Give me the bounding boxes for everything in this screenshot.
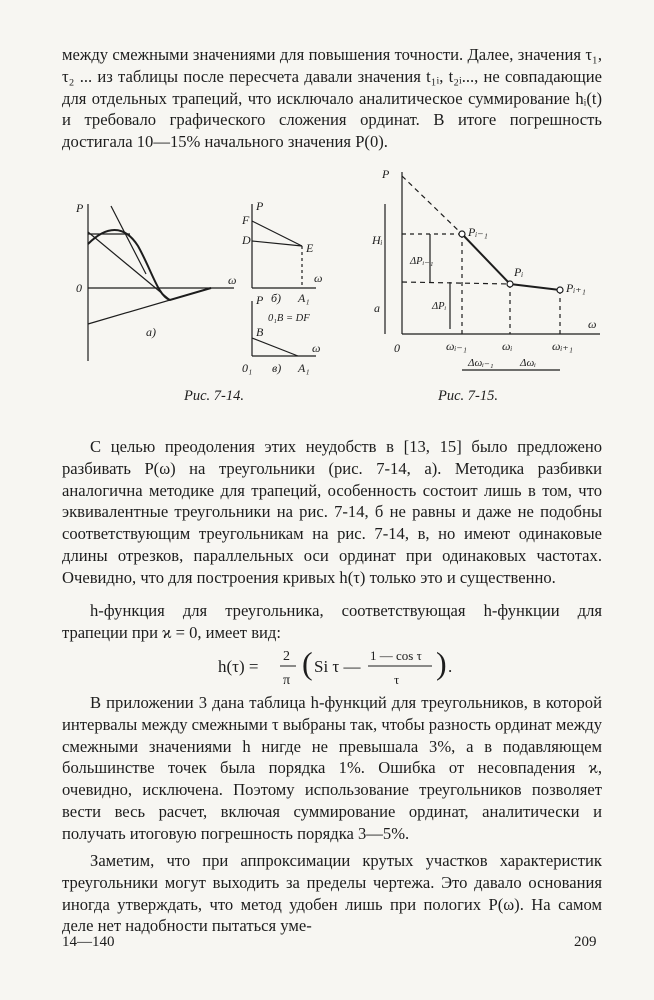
line-b-a1 <box>252 338 298 356</box>
label-p-im1: Pᵢ₋₁ <box>468 225 488 239</box>
label-omega: ω <box>588 317 597 331</box>
label-omega-b: ω <box>314 271 323 285</box>
label-p-i: Pᵢ <box>514 265 524 279</box>
segment-pi-1-pi <box>462 234 510 284</box>
page-number: 209 <box>574 934 597 950</box>
label-omega-c: ω <box>312 341 321 355</box>
label-p: P <box>382 167 390 181</box>
dash-horizontal <box>402 282 510 284</box>
label-omega-a: ω <box>228 273 237 287</box>
label-p-ip1: Pᵢ₊₁ <box>566 281 586 295</box>
label-dp-i: ΔPᵢ <box>432 301 447 312</box>
label-a: a <box>374 301 380 315</box>
svg-text:(: ( <box>302 645 313 681</box>
caption-7-14: Рис. 7-14. <box>184 388 244 404</box>
label-eq: 0₁B = DF <box>268 313 310 324</box>
label-o1: 0₁ <box>242 361 253 375</box>
label-p-b: P <box>256 199 264 213</box>
label-f: F <box>242 213 250 227</box>
label-w-ip1: ωᵢ₊₁ <box>552 339 573 353</box>
formula-h-tau <box>218 644 458 688</box>
formula-lhs: h(τ) = <box>218 657 259 676</box>
point-pi+1 <box>557 287 563 293</box>
label-b: б) <box>271 291 282 305</box>
triangle-base <box>88 288 211 324</box>
label-zero-a: 0 <box>76 281 82 295</box>
label-w-i: ωᵢ <box>502 339 513 353</box>
label-dw-i: Δωᵢ <box>520 357 536 369</box>
caption-7-15: Рис. 7-15. <box>438 388 498 404</box>
label-d: D <box>242 233 251 247</box>
triangle-side-2 <box>111 206 146 274</box>
svg-text:): ) <box>436 645 447 681</box>
formula-frac-den: π <box>283 673 291 688</box>
point-pi <box>507 281 513 287</box>
paragraph-1-text: между смежными значениями для повышения точности. Далее, значения τ₁, τ₂ ... из таблицы после пересчета давали значения t₁ᵢ, t₂ᵢ..., не совпадающие для отдельных трапеций, что исключало аналитическое суммирование hᵢ(t) и требовало графического сложения ординат. В итоге погрешность достигала 10—15% начального значения P(0). <box>62 45 602 152</box>
formula-inner-num: 1 — cos τ <box>370 648 422 663</box>
label-c: в) <box>272 361 282 375</box>
paragraph-5-text: Заметим, что при аппроксимации крутых участков характеристик треугольники могут выходить за пределы чертежа. Это давало основания иногда утверждать, что метод удобен лишь при пологих P(ω). На самом деле нет надобности пытаться уме- <box>62 851 602 936</box>
label-dw-im1: Δωᵢ₋₁ <box>468 357 494 369</box>
paragraph-2-text: С целью преодоления этих неудобств в [13, 15] было предложено разбивать P(ω) на треугольники (рис. 7-14, а). Методика разбивки аналогична методике для трапеций, особенность состоит лишь в том, что эквивалентные треугольники на рис. 7-14, б не равны и даже не подобны соответствующим треугольникам на рис. 7-14, в, но имеют одинаковые длины отрезков, параллельных оси ординат при одинаковых частотах. Очевидно, что для построения кривых h(τ) только это и существенно. <box>62 437 602 587</box>
label-a: a) <box>146 325 156 339</box>
footer-signature: 14—140 <box>62 934 115 950</box>
paragraph-3-text: h-функция для треугольника, соответствующая h-функции для трапеции при ϰ = 0, имеет вид: <box>62 601 602 642</box>
dash-top <box>402 176 462 234</box>
label-p-a: P <box>76 201 84 215</box>
label-bb: B <box>256 325 264 339</box>
curve-p-omega <box>88 230 211 300</box>
label-dp-im1: ΔPᵢ₋₁ <box>410 256 434 267</box>
paragraph-5 <box>62 850 602 937</box>
figure-7-15 <box>370 164 610 386</box>
label-a1-b: A₁ <box>298 291 310 305</box>
paragraph-1 <box>62 44 602 153</box>
paragraph-3 <box>62 600 602 644</box>
formula-end: . <box>448 657 453 676</box>
label-a1-c: A₁ <box>298 361 310 375</box>
paragraph-4-text: В приложении 3 дана таблица h-функций для треугольников, в которой интервалы между смежными τ выбраны так, чтобы разность ординат между смежными значениями h нигде не превышала 3%, а в подавляющем большинстве точек была порядка 1%. Ошибка от несовпадения ϰ, очевидно, исключена. Поэтому использование треугольников позволяет вести весь расчет, включая суммирование ординат, аналитически и получать итоговую погрешность порядка 3—5%. <box>62 693 602 843</box>
label-zero: 0 <box>394 341 400 355</box>
label-e: E <box>306 241 314 255</box>
formula-si: Si τ — <box>314 657 361 676</box>
label-p-c: P <box>256 293 264 307</box>
formula-inner-den: τ <box>394 672 400 687</box>
label-w-im1: ωᵢ₋₁ <box>446 339 467 353</box>
formula-frac-num: 2 <box>283 649 290 664</box>
label-hi: Hᵢ <box>372 233 383 247</box>
point-pi-1 <box>459 231 465 237</box>
paragraph-2 <box>62 436 602 589</box>
paragraph-4 <box>62 692 602 845</box>
figure-7-14 <box>66 196 336 386</box>
segment-pi-pi+1 <box>510 284 560 290</box>
